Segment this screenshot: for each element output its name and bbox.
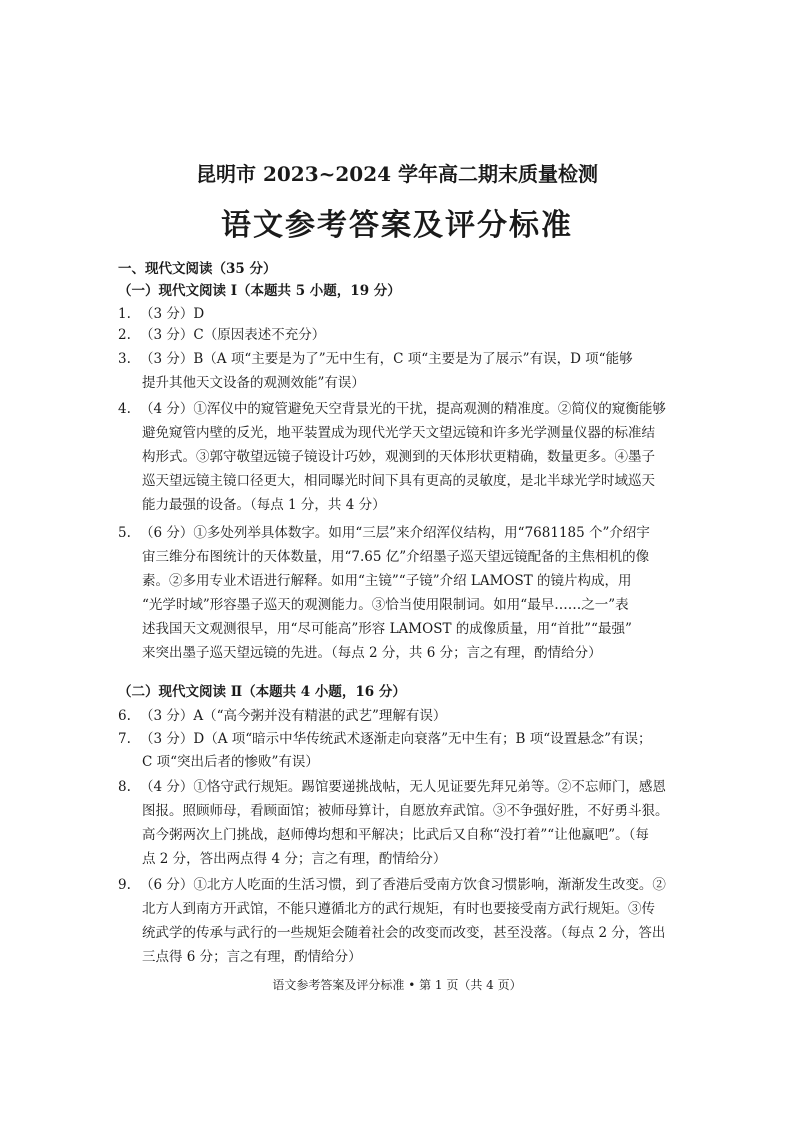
item-number: 8. [118, 779, 131, 795]
item-text: （6 分）①多处列举具体数字。如用“三层”来介绍浑仪结构，用“7681185 个”介绍宇 [140, 525, 650, 541]
item-text-continued: C 项“突出后者的惨败”有误） [142, 754, 319, 770]
item-text-continued: 宙三维分布图统计的天体数量，用“7.65 亿”介绍墨子巡天望远镜配备的主焦相机的像 [142, 549, 650, 565]
section-heading-reading1: （一）现代文阅读 Ⅰ（本题共 5 小题，19 分） [118, 283, 401, 299]
item-text-continued: “光学时域”形容墨子巡天的观测能力。③恰当使用限制词。如用“最早……之一”表 [142, 597, 629, 613]
item-number: 4. [118, 401, 131, 417]
item-text-continued: 点 2 分，答出两点得 4 分；言之有理，酌情给分） [142, 851, 447, 867]
section-heading-reading2: （二）现代文阅读 Ⅱ（本题共 4 小题，16 分） [118, 684, 406, 700]
item-text-continued: 提升其他天文设备的观测效能”有误） [142, 375, 365, 391]
item-text-continued: 能力最强的设备。（每点 1 分，共 4 分） [142, 497, 386, 513]
item-number: 6. [118, 708, 131, 724]
item-text-continued: 述我国天文观测很早，用“尽可能高”形容 LAMOST 的成像质量，用“首批”“最强” [142, 621, 632, 637]
item-text: （4 分）①浑仪中的窥管避免天空背景光的干扰，提高观测的精准度。②简仪的窥衡能够 [140, 401, 666, 417]
section-heading-part1: 一、现代文阅读（35 分） [118, 261, 277, 277]
item-text: （3 分）D（A 项“暗示中华传统武术逐渐走向衰落”无中生有；B 项“设置悬念”有误； [140, 731, 652, 747]
item-text-continued: 来突出墨子巡天望远镜的先进。（每点 2 分，共 6 分；言之有理，酌情给分） [142, 645, 602, 661]
exam-title: 昆明市 2023~2024 学年高二期末质量检测 [195, 162, 598, 186]
item-text: （3 分）D [140, 306, 205, 322]
item-number: 9. [118, 877, 131, 893]
item-text: （3 分）C（原因表述不充分） [140, 327, 326, 343]
item-text-continued: 构形式。③郭守敬望远镜子镜设计巧妙，观测到的天体形状更精确，数量更多。④墨子 [142, 449, 655, 465]
item-text-continued: 三点得 6 分；言之有理，酌情给分） [142, 949, 362, 965]
document-title: 语文参考答案及评分标准 [221, 208, 573, 243]
item-text-continued: 图报。照顾师母，看顾面馆；被师母算计，自愿放弃武馆。③不争强好胜，不好勇斗狠。 [142, 803, 669, 819]
item-number: 1. [118, 306, 131, 322]
page-footer: 语文参考答案及评分标准 • 第 1 页（共 4 页） [272, 978, 522, 992]
item-text-continued: 巡天望远镜主镜口径更大，相同曝光时间下具有更高的灵敏度，是北半球光学时域巡天 [142, 473, 655, 489]
item-number: 5. [118, 525, 131, 541]
item-text: （4 分）①恪守武行规矩。踢馆要递挑战帖，无人见证要先拜兄弟等。②不忘师门，感恩 [140, 779, 666, 795]
item-text-continued: 高今粥两次上门挑战，赵师傅均想和平解决；比武后又自称“没打着”“让他赢吧”。（每 [142, 827, 649, 843]
item-number: 2. [118, 327, 131, 343]
item-number: 7. [118, 731, 131, 747]
item-text-continued: 避免窥管内壁的反光，地平装置成为现代光学天文望远镜和许多光学测量仪器的标准结 [142, 425, 655, 441]
item-text-continued: 素。②多用专业术语进行解释。如用“主镜”“子镜”介绍 LAMOST 的镜片构成，用 [142, 573, 632, 589]
item-text-continued: 北方人到南方开武馆，不能只遵循北方的武行规矩，有时也要接受南方武行规矩。③传 [142, 901, 655, 917]
item-text: （3 分）A（“高今粥并没有精湛的武艺”理解有误） [140, 708, 447, 724]
item-text: （3 分）B（A 项“主要是为了”无中生有，C 项“主要是为了展示”有误，D 项“能够 [140, 351, 633, 367]
item-number: 3. [118, 351, 131, 367]
item-text: （6 分）①北方人吃面的生活习惯，到了香港后受南方饮食习惯影响，渐渐发生改变。② [140, 877, 666, 893]
item-text-continued: 统武学的传承与武行的一些规矩会随着社会的改变而改变，甚至没落。（每点 2 分，答出 [142, 925, 666, 941]
